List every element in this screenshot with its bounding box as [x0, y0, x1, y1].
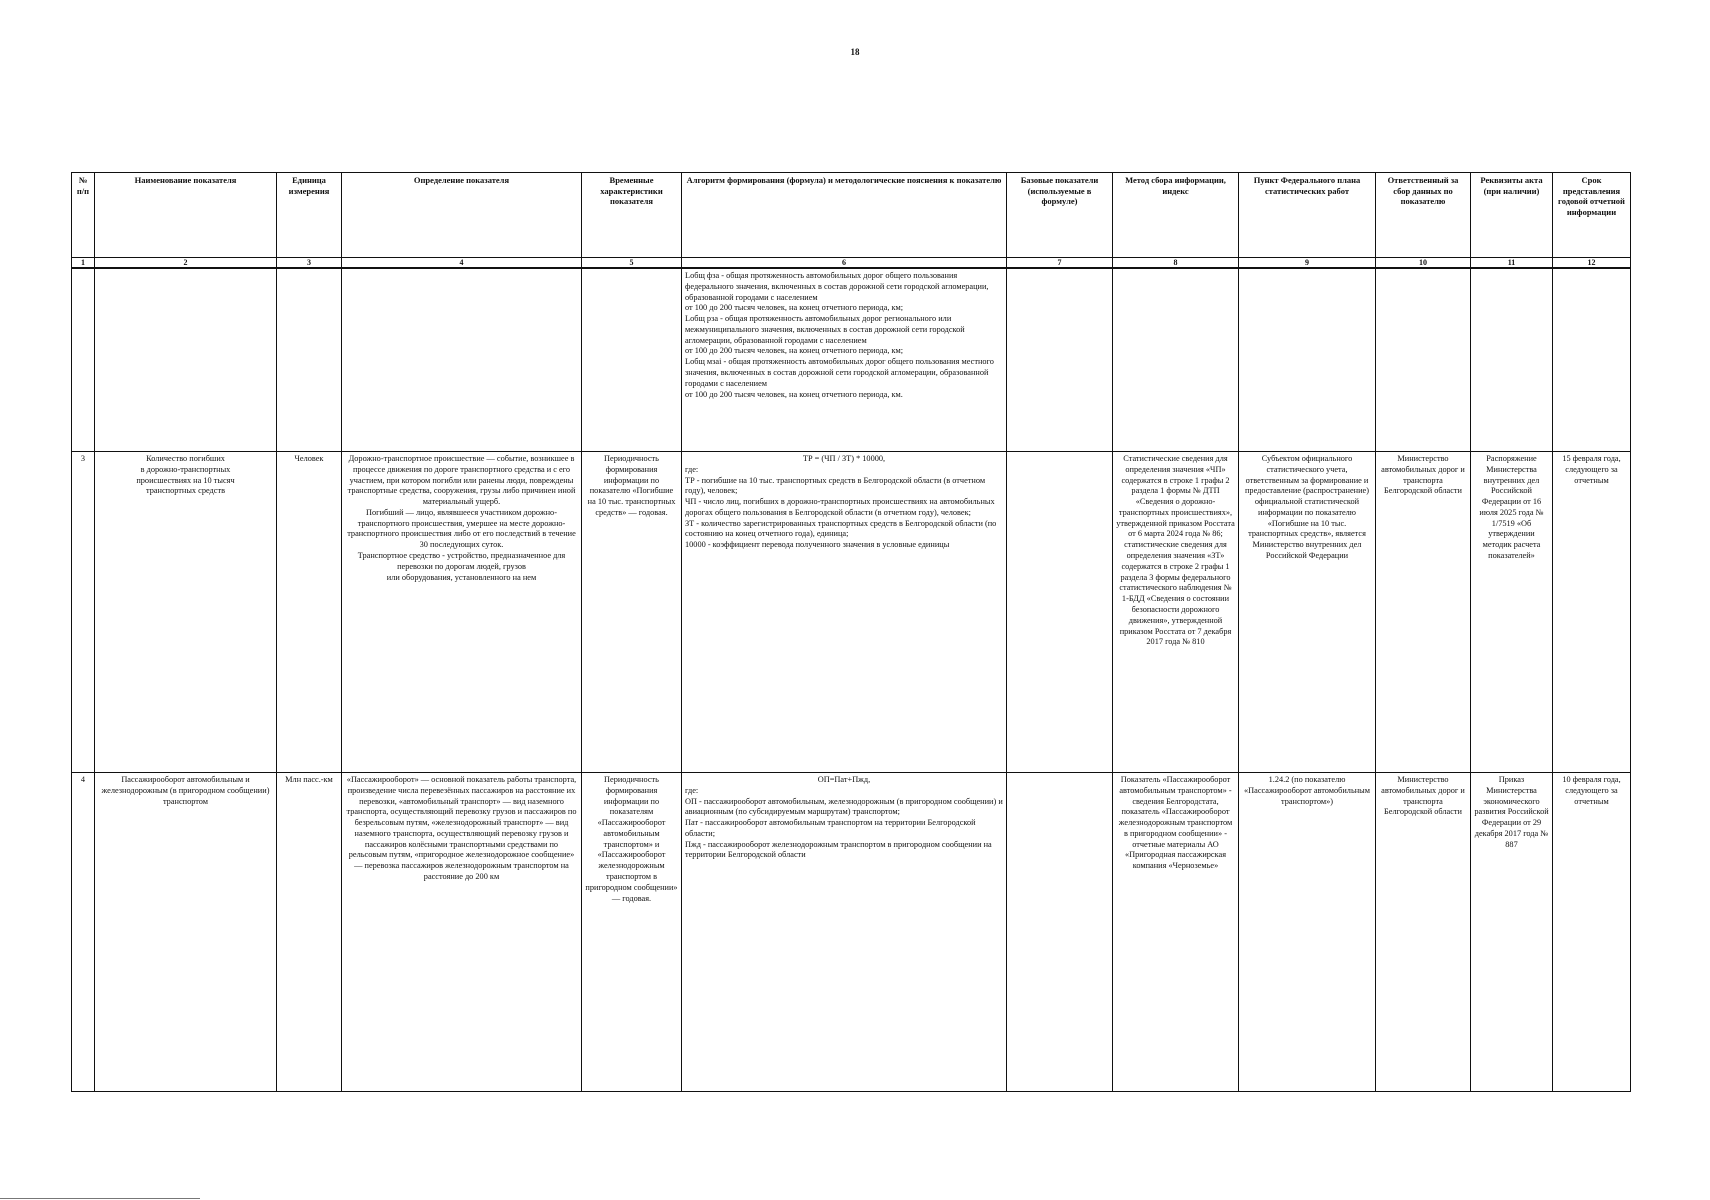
column-number: 11: [1471, 258, 1553, 269]
formula-explanation: где: ТР - погибшие на 10 тыс. транспортных средств в Белгородской области (в отчетном году), человек; ЧП - число лиц, погибших в дорожно-транспортных происшествиях на автомобильных дорогах общего пользования в Белгородской области (в отчетном году), человек; ЗТ - количество зарегистрированных транспортных средств в Белгородской области (по состоянию на конец отчетного года), единица; 10000 - коэффициент перевода полученного значения в условные единицы: [685, 464, 997, 550]
column-numbers-row: [72, 258, 1631, 269]
column-number: 10: [1376, 258, 1471, 269]
header-row: [72, 173, 1631, 258]
table-row: [72, 268, 1631, 452]
formula: ОП=Пат+Пжд,: [817, 775, 871, 784]
cell-base: [1007, 452, 1113, 773]
cell-responsible: Министерство автомобильных дорог и транспорта Белгородской области: [1376, 773, 1471, 1092]
cell-deadline: 15 февраля года, следующего за отчетным: [1553, 452, 1631, 773]
column-number: 4: [342, 258, 582, 269]
column-number: 5: [582, 258, 682, 269]
cell-time: [582, 268, 682, 452]
header-plan: Пункт Федерального плана статистических работ: [1239, 173, 1376, 258]
header-deadline: Срок представления годовой отчетной информации: [1553, 173, 1631, 258]
cell-num: [72, 268, 95, 452]
column-number: 2: [95, 258, 277, 269]
table-row: [72, 773, 1631, 1092]
header-name: Наименование показателя: [95, 173, 277, 258]
cell-unit: Человек: [277, 452, 342, 773]
cell-plan: Субъектом официального статистического учета, ответственным за формирование и предоставление (распространение) официальной статистической информации по показателю «Погибшие на 10 тыс. транспортных средств», является Министерство внутренних дел Российской Федерации: [1239, 452, 1376, 773]
header-act: Реквизиты акта (при наличии): [1471, 173, 1553, 258]
cell-act: Приказ Министерства экономического развития Российской Федерации от 29 декабря 2017 года № 887: [1471, 773, 1553, 1092]
column-number: 6: [682, 258, 1007, 269]
cell-num: 4: [72, 773, 95, 1092]
cell-base: [1007, 268, 1113, 452]
header-definition: Определение показателя: [342, 173, 582, 258]
cell-method: [1113, 268, 1239, 452]
cell-algorithm: [682, 773, 1007, 1092]
header-time: Временные характеристики показателя: [582, 173, 682, 258]
header-unit: Единица измерения: [277, 173, 342, 258]
cell-algorithm: [682, 452, 1007, 773]
column-number: 12: [1553, 258, 1631, 269]
cell-definition: Дорожно-транспортное происшествие — событие, возникшее в процессе движения по дороге транспортного средства и с его участием, при котором погибли или ранены люди, повреждены транспортные средства, сооружения, грузы либо причинен иной материальный ущерб. Погибший — лицо, являвшееся участником дорожно-транспортного происшествия, умершее на месте дорожно-транспортного происшествия либо от его последствий в течение 30 последующих суток. Транспортное средство - устройство, предназначенное для перевозки по дорогам людей, грузов или оборудования, установленного на нем: [342, 452, 582, 773]
cell-plan: [1239, 268, 1376, 452]
column-number: 7: [1007, 258, 1113, 269]
column-number: 9: [1239, 258, 1376, 269]
cell-name: Количество погибших в дорожно-транспортных происшествиях на 10 тысяч транспортных средств: [95, 452, 277, 773]
cell-time: Периодичность формирования информации по показателям «Пассажирооборот автомобильным транспортом» и «Пассажирооборот железнодорожным транспортом в пригородном сообщении» — годовая.: [582, 773, 682, 1092]
cell-unit: [277, 268, 342, 452]
cell-act: [1471, 268, 1553, 452]
footer-rule: [0, 1198, 200, 1199]
column-number: 1: [72, 258, 95, 269]
cell-time: Периодичность формирования информации по показателю «Погибшие на 10 тыс. транспортных средств» — годовая.: [582, 452, 682, 773]
cell-deadline: 10 февраля года, следующего за отчетным: [1553, 773, 1631, 1092]
cell-num: 3: [72, 452, 95, 773]
cell-name: [95, 268, 277, 452]
cell-deadline: [1553, 268, 1631, 452]
column-number: 3: [277, 258, 342, 269]
formula-explanation: где: ОП - пассажирооборот автомобильным, железнодорожным (в пригородном сообщении) и авиационным (по субсидируемым маршрутам) транспортом; Пат - пассажирооборот автомобильным транспортом на территории Белгородской области; Пжд - пассажирооборот железнодорожным транспортом в пригородном сообщении на территории Белгородской области: [685, 785, 1003, 860]
formula: ТР = (ЧП / ЗТ) * 10000,: [802, 454, 886, 463]
cell-definition: «Пассажирооборот» — основной показатель работы транспорта, произведение числа перевезённых пассажиров на расстояние их перевозки, «автомобильный транспорт» — вид наземного транспорта, осуществляющий перевозку грузов и пассажиров по безрельсовым путям, «железнодорожный транспорт» — вид наземного транспорта, осуществляющий перевозку грузов и пассажиров колёсными транспортными средствами по рельсовым путям, «пригородное железнодорожное сообщение» — перевозка пассажиров железнодорожным транспортом на расстояние до 200 км: [342, 773, 582, 1092]
column-number: 8: [1113, 258, 1239, 269]
table-row: [72, 452, 1631, 773]
cell-act: Распоряжение Министерства внутренних дел Российской Федерации от 16 июля 2025 года № 1/7519 «Об утверждении методик расчета показателей»: [1471, 452, 1553, 773]
header-num: № п/п: [72, 173, 95, 258]
header-algorithm: Алгоритм формирования (формула) и методологические пояснения к показателю: [682, 173, 1007, 258]
cell-name: Пассажирооборот автомобильным и железнодорожным (в пригородном сообщении) транспортом: [95, 773, 277, 1092]
header-method: Метод сбора информации, индекс: [1113, 173, 1239, 258]
header-base: Базовые показатели (используемые в формуле): [1007, 173, 1113, 258]
cell-definition: [342, 268, 582, 452]
indicators-table: [71, 172, 1631, 1092]
cell-responsible: Министерство автомобильных дорог и транспорта Белгородской области: [1376, 452, 1471, 773]
cell-responsible: [1376, 268, 1471, 452]
cell-base: [1007, 773, 1113, 1092]
cell-method: Показатель «Пассажирооборот автомобильным транспортом» - сведения Белгородстата, показатель «Пассажирооборот железнодорожным транспортом в пригородном сообщении» - отчетные материалы АО «Пригородная пассажирская компания «Черноземье»: [1113, 773, 1239, 1092]
page-number: 18: [850, 47, 860, 57]
cell-plan: 1.24.2 (по показателю «Пассажирооборот автомобильным транспортом»): [1239, 773, 1376, 1092]
header-responsible: Ответственный за сбор данных по показателю: [1376, 173, 1471, 258]
cell-unit: Млн пасс.-км: [277, 773, 342, 1092]
cell-method: Статистические сведения для определения значения «ЧП» содержатся в строке 1 графы 2 раздела 1 формы № ДТП «Сведения о дорожно-транспортных происшествиях», утвержденной приказом Росстата от 6 марта 2024 года № 86; статистические сведения для определения значения «ЗТ» содержатся в строке 2 графы 1 раздела 3 формы федерального статистического наблюдения № 1-БДД «Сведения о состоянии безопасности дорожного движения», утвержденной приказом Росстата от 7 декабря 2017 года № 810: [1113, 452, 1239, 773]
cell-algorithm: Lобщ фза - общая протяженность автомобильных дорог общего пользования федерального значения, включенных в состав дорожной сети городской агломерации, образованной городами с населением от 100 до 200 тысяч человек, на конец отчетного периода, км; Lобщ рза - общая протяженность автомобильных дорог регионального или межмуниципального значения, включенных в состав дорожной сети городской агломерации, образованной городами с населением от 100 до 200 тысяч человек, на конец отчетного периода, км; Lобщ мзаi - общая протяженность автомобильных дорог общего пользования местного значения, включенных в состав дорожной сети городской агломерации, образованной городами с населением от 100 до 200 тысяч человек, на конец отчетного периода, км.: [682, 268, 1007, 452]
